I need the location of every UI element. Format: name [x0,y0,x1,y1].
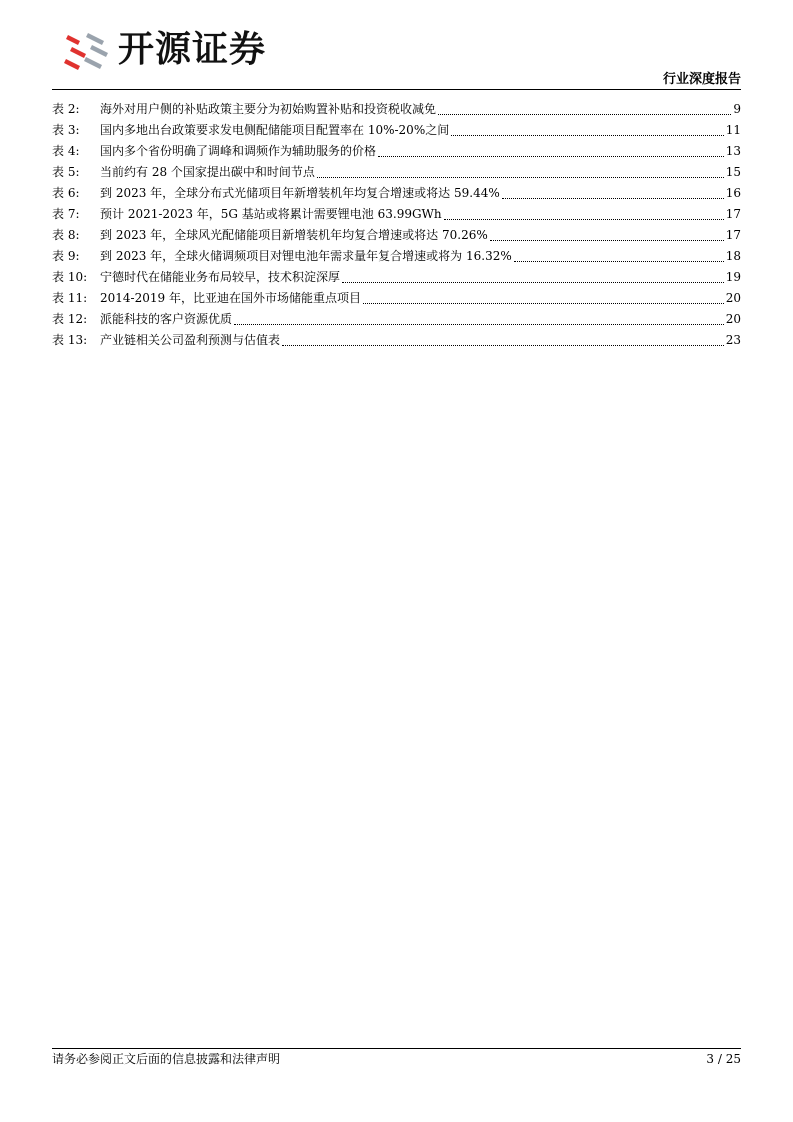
toc-entry-label: 表 13: [52,333,88,347]
toc-entry[interactable] [52,267,741,288]
toc-entry-title: 2014-2019 年，比亚迪在国外市场储能重点项目 [100,291,361,305]
toc-entry-title: 产业链相关公司盈利预测与估值表 [100,333,281,347]
report-type-label: 行业深度报告 [662,72,741,87]
toc-entry-label: 表 9: [52,249,80,263]
toc-entry-label: 表 10: [52,270,88,284]
brand-name: 开源证券 [118,29,267,70]
toc-entry-label: 表 11: [52,291,88,305]
brand-logo [64,26,266,74]
toc-entry-page: 9 [733,102,741,116]
toc-entry[interactable] [52,225,741,246]
toc-entry-label: 表 2: [52,102,80,116]
footer-divider [52,1048,741,1049]
toc-entry[interactable] [52,330,741,351]
toc-entry-title: 预计 2021-2023 年，5G 基站或将累计需要锂电池 63.99GWh [100,207,442,221]
toc-entry-label: 表 5: [52,165,80,179]
kaiyuan-logo-icon [64,27,110,73]
header-divider [52,89,741,90]
footer-disclaimer: 请务必参阅正文后面的信息披露和法律声明 [52,1052,281,1066]
toc-leader-dots [282,344,724,346]
toc-entry-title: 派能科技的客户资源优质 [100,312,233,326]
toc-entry-label: 表 8: [52,228,80,242]
toc-entry[interactable] [52,162,741,183]
toc-entry-page: 17 [725,207,741,221]
toc-entry-label: 表 3: [52,123,80,137]
toc-entry-title: 宁德时代在储能业务布局较早，技术积淀深厚 [100,270,341,284]
toc-entry-title: 当前约有 28 个国家提出碳中和时间节点 [100,165,315,179]
toc-leader-dots [514,260,724,262]
table-of-tables [52,99,741,351]
toc-entry[interactable] [52,288,741,309]
toc-entry-page: 19 [725,270,741,284]
toc-entry-label: 表 7: [52,207,80,221]
toc-entry-page: 17 [725,228,741,242]
toc-entry[interactable] [52,204,741,225]
toc-entry-title: 国内多个省份明确了调峰和调频作为辅助服务的价格 [100,144,377,158]
toc-entry-page: 11 [725,123,741,137]
toc-entry-title: 到 2023 年，全球火储调频项目对锂电池年需求量年复合增速或将为 16.32% [100,249,512,263]
toc-leader-dots [451,134,724,136]
toc-entry[interactable] [52,246,741,267]
toc-entry-title: 国内多地出台政策要求发电侧配储能项目配置率在 10%-20%之间 [100,123,450,137]
toc-leader-dots [438,113,731,115]
page-number: 3 / 25 [706,1052,741,1066]
toc-leader-dots [342,281,724,283]
toc-entry-title: 海外对用户侧的补贴政策主要分为初始购置补贴和投资税收减免 [100,102,437,116]
toc-entry-page: 13 [725,144,741,158]
toc-entry-page: 23 [725,333,741,347]
toc-entry-page: 16 [725,186,741,200]
toc-entry-label: 表 12: [52,312,88,326]
toc-entry-page: 15 [725,165,741,179]
toc-entry[interactable] [52,183,741,204]
toc-entry[interactable] [52,120,741,141]
toc-entry[interactable] [52,99,741,120]
toc-entry-label: 表 4: [52,144,80,158]
toc-entry[interactable] [52,309,741,330]
toc-leader-dots [444,218,724,220]
toc-leader-dots [317,176,724,178]
toc-leader-dots [502,197,724,199]
toc-leader-dots [363,302,724,304]
toc-leader-dots [378,155,724,157]
toc-entry-label: 表 6: [52,186,80,200]
toc-entry-page: 18 [725,249,741,263]
toc-leader-dots [490,239,724,241]
page-header [0,0,793,92]
toc-entry-title: 到 2023 年，全球分布式光储项目年新增装机年均复合增速或将达 59.44% [100,186,500,200]
toc-entry[interactable] [52,141,741,162]
toc-leader-dots [234,323,724,325]
toc-entry-title: 到 2023 年，全球风光配储能项目新增装机年均复合增速或将达 70.26% [100,228,488,242]
toc-entry-page: 20 [725,291,741,305]
toc-entry-page: 20 [725,312,741,326]
